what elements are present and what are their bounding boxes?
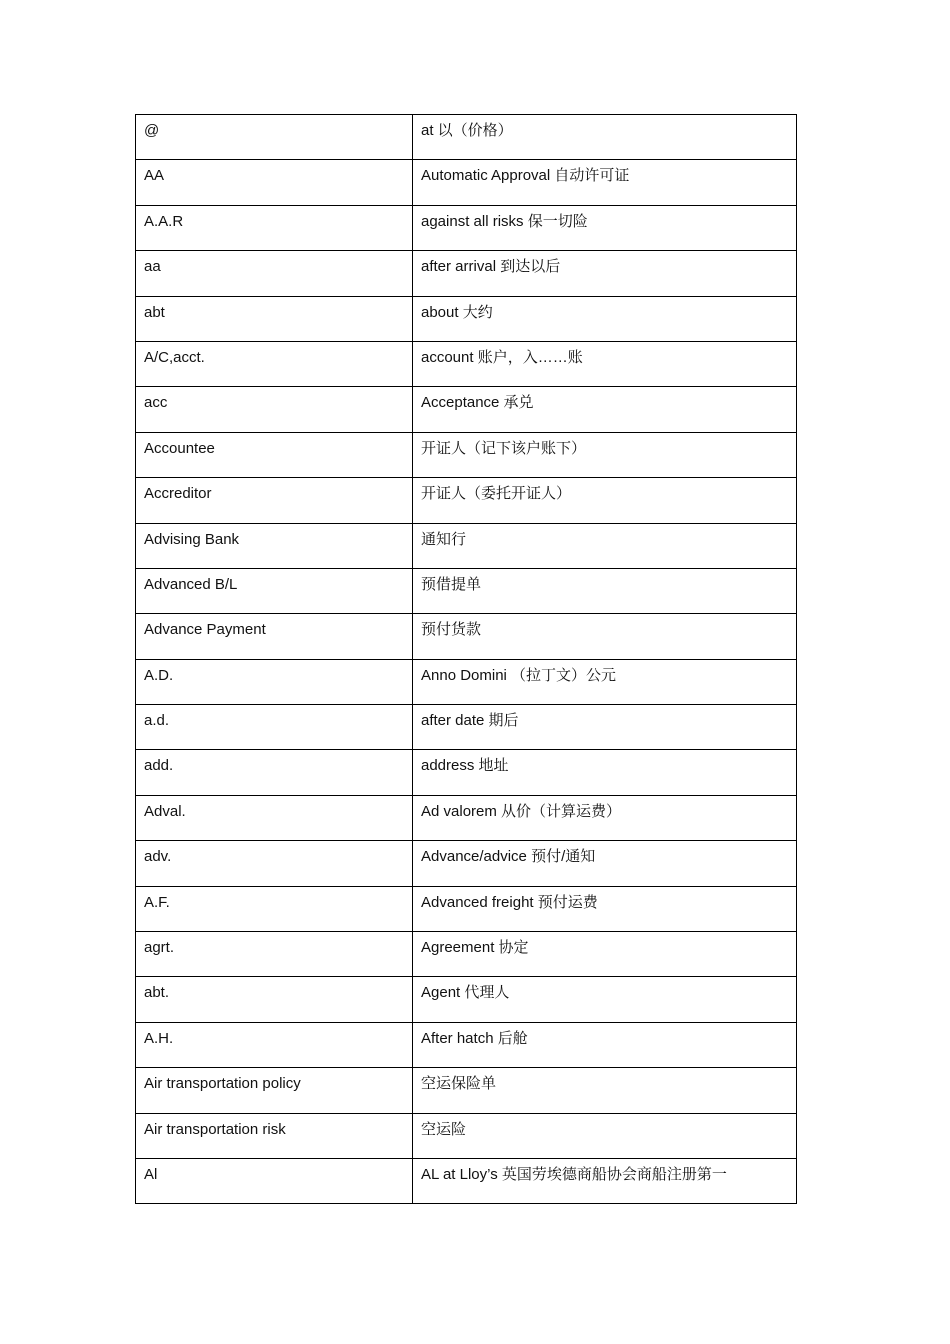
definition-text: against all risks 保一切险	[421, 212, 588, 230]
definition-text: Anno Domini （拉丁文）公元	[421, 666, 617, 684]
definition-text: 空运保险单	[421, 1075, 497, 1093]
table-row	[136, 523, 797, 568]
term-cell	[136, 1068, 413, 1113]
definition-cell	[413, 160, 797, 205]
definition-text: Acceptance 承兑	[421, 394, 534, 412]
definition-text: at 以（价格）	[421, 122, 513, 139]
abbreviation-text: abt.	[144, 984, 170, 1002]
abbreviation-text: aa	[144, 258, 161, 276]
table-row	[136, 160, 797, 205]
abbreviation-text: acc	[144, 394, 168, 412]
term-cell	[136, 432, 413, 477]
abbreviation-text: adv.	[144, 848, 172, 866]
term-cell	[136, 841, 413, 886]
abbreviation-text: a.d.	[144, 712, 170, 730]
definition-cell	[413, 115, 797, 160]
abbreviation-text: A.D.	[144, 666, 174, 684]
table-row	[136, 341, 797, 386]
table-row	[136, 1022, 797, 1067]
abbreviation-text: Advanced B/L	[144, 575, 238, 593]
definition-cell	[413, 478, 797, 523]
abbreviation-text: Accreditor	[144, 485, 212, 503]
term-cell	[136, 296, 413, 341]
table-row	[136, 387, 797, 432]
abbreviation-text: AA	[144, 167, 165, 185]
term-cell	[136, 205, 413, 250]
definition-text: Advanced freight 预付运费	[421, 893, 598, 911]
definition-text: after arrival 到达以后	[421, 258, 561, 276]
term-cell	[136, 1022, 413, 1067]
definition-text: Agent 代理人	[421, 984, 510, 1002]
table-row	[136, 478, 797, 523]
abbreviation-text: Adval.	[144, 802, 186, 820]
table-row	[136, 886, 797, 931]
table-row	[136, 251, 797, 296]
term-cell	[136, 705, 413, 750]
abbreviation-text: A.A.R	[144, 212, 184, 230]
table-row	[136, 568, 797, 613]
definition-cell	[413, 205, 797, 250]
term-cell	[136, 1113, 413, 1158]
table-row	[136, 296, 797, 341]
table-row	[136, 1068, 797, 1113]
definition-cell	[413, 341, 797, 386]
definition-text: 空运险	[421, 1120, 467, 1138]
definition-cell	[413, 886, 797, 931]
term-cell	[136, 568, 413, 613]
abbreviation-text: agrt.	[144, 939, 175, 957]
term-cell	[136, 1158, 413, 1203]
term-cell	[136, 523, 413, 568]
table-row	[136, 841, 797, 886]
table-row	[136, 614, 797, 659]
definition-cell	[413, 1068, 797, 1113]
definition-cell	[413, 387, 797, 432]
abbreviation-text: @	[144, 122, 160, 139]
definition-cell	[413, 1113, 797, 1158]
definition-text: After hatch 后舱	[421, 1029, 528, 1047]
definition-text: 开证人（记下该户账下）	[421, 439, 587, 457]
definition-text: account 账户，入……账	[421, 348, 583, 366]
table-row	[136, 705, 797, 750]
definition-cell	[413, 659, 797, 704]
definition-cell	[413, 977, 797, 1022]
abbreviation-text: add.	[144, 757, 174, 775]
definition-cell	[413, 614, 797, 659]
definition-cell	[413, 1022, 797, 1067]
term-cell	[136, 478, 413, 523]
definition-text: Advance/advice 预付/通知	[421, 848, 596, 866]
table-row	[136, 750, 797, 795]
abbreviation-text: Advance Payment	[144, 621, 266, 639]
definition-cell	[413, 932, 797, 977]
definition-cell	[413, 568, 797, 613]
definition-text: Automatic Approval 自动许可证	[421, 167, 630, 185]
glossary-table-body	[136, 115, 797, 1204]
definition-cell	[413, 841, 797, 886]
abbreviation-text: Al	[144, 1165, 158, 1183]
table-row	[136, 115, 797, 160]
term-cell	[136, 977, 413, 1022]
definition-text: AL at Lloy’s 英国劳埃德商船协会商船注册第一	[421, 1165, 727, 1183]
term-cell	[136, 886, 413, 931]
abbreviation-text: Advising Bank	[144, 530, 240, 548]
abbreviation-text: A/C,acct.	[144, 348, 205, 366]
abbreviation-glossary-table	[135, 114, 797, 1204]
table-row	[136, 1113, 797, 1158]
term-cell	[136, 341, 413, 386]
abbreviation-text: A.H.	[144, 1029, 174, 1047]
abbreviation-text: Air transportation policy	[144, 1075, 301, 1093]
definition-text: 预借提单	[421, 575, 482, 593]
table-row	[136, 795, 797, 840]
definition-text: Ad valorem 从价（计算运费）	[421, 802, 622, 820]
abbreviation-text: A.F.	[144, 893, 170, 911]
table-row	[136, 205, 797, 250]
term-cell	[136, 750, 413, 795]
definition-text: 预付货款	[421, 621, 482, 639]
term-cell	[136, 932, 413, 977]
term-cell	[136, 614, 413, 659]
table-row	[136, 977, 797, 1022]
definition-cell	[413, 795, 797, 840]
term-cell	[136, 659, 413, 704]
abbreviation-text: Air transportation risk	[144, 1120, 286, 1138]
definition-cell	[413, 432, 797, 477]
definition-cell	[413, 705, 797, 750]
definition-text: address 地址	[421, 757, 509, 775]
definition-text: about 大约	[421, 303, 493, 321]
term-cell	[136, 795, 413, 840]
definition-cell	[413, 296, 797, 341]
term-cell	[136, 251, 413, 296]
definition-cell	[413, 1158, 797, 1203]
table-row	[136, 659, 797, 704]
definition-text: 开证人（委托开证人）	[421, 485, 572, 503]
definition-cell	[413, 750, 797, 795]
term-cell	[136, 160, 413, 205]
table-row	[136, 1158, 797, 1203]
definition-text: 通知行	[421, 530, 467, 548]
abbreviation-text: abt	[144, 303, 165, 321]
definition-cell	[413, 251, 797, 296]
term-cell	[136, 387, 413, 432]
table-row	[136, 432, 797, 477]
definition-cell	[413, 523, 797, 568]
definition-text: Agreement 协定	[421, 939, 529, 957]
definition-text: after date 期后	[421, 712, 519, 730]
abbreviation-text: Accountee	[144, 439, 215, 457]
term-cell	[136, 115, 413, 160]
table-row	[136, 932, 797, 977]
